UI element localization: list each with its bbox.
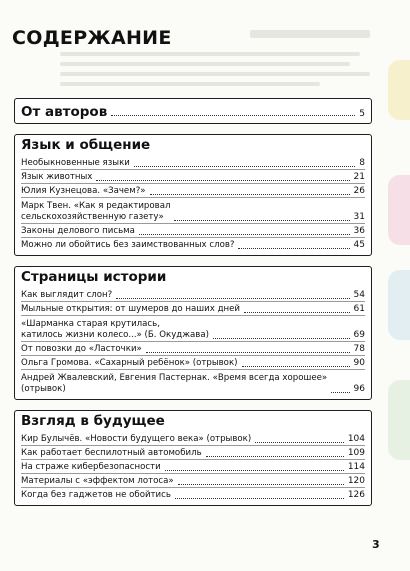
toc-entry[interactable] [15,432,371,445]
entry-page: 90 [353,358,365,368]
entry-page: 78 [353,344,365,354]
toc-entry[interactable] [15,356,371,369]
entry-title: Законы делового письма [21,226,135,236]
entry-title: Необыкновенные языки [21,158,130,168]
entry-title: Когда без гаджетов не обойтись [21,490,171,500]
toc-entry[interactable] [15,488,371,501]
entry-title: Как работает беспилотный автомобиль [21,448,202,458]
section-title: Взгляд в будущее [21,413,165,429]
leader-dots [146,352,350,353]
entry-page: 61 [353,304,365,314]
entry-title: Кир Булычёв. «Новости будущего века» (отрывок) [21,434,252,444]
entry-title: Как выглядит слон? [21,290,113,300]
toc-entry[interactable] [15,342,371,355]
color-stripe-blue [388,270,410,340]
leader-dots [150,194,350,195]
toc-entry[interactable] [15,238,371,251]
section-history [14,266,372,400]
leader-dots [242,366,350,367]
section-future [14,410,372,506]
intro-entry[interactable] [15,99,371,120]
entry-title: Марк Твен. «Как я редактировал сельскохозяйственную газету» [21,201,171,222]
leader-dots [206,456,344,457]
section-title: Язык и общение [21,137,151,153]
intro-page: 5 [359,109,365,119]
toc-entry[interactable] [15,474,371,487]
intro-box [14,98,372,124]
toc-entry[interactable] [15,370,371,395]
section-language [14,134,372,256]
leader-dots [139,234,350,235]
toc-entry[interactable] [15,302,371,315]
leader-dots [255,442,344,443]
entry-title: На страже кибербезопасности [21,462,161,472]
leader-dots [111,115,355,116]
entry-page: 45 [353,240,365,250]
page-title: СОДЕРЖАНИЕ [12,27,172,49]
leader-dots [238,248,349,249]
entry-title: Мыльные открытия: от шумеров до наших дней [21,304,241,314]
leader-dots [165,470,344,471]
entry-page: 104 [347,434,365,444]
leader-dots [96,180,349,181]
entry-page: 8 [359,158,365,168]
entry-title: Юлия Кузнецова. «Зачем?» [21,186,146,196]
leader-dots [331,392,349,393]
toc-entry[interactable] [15,460,371,473]
entry-title: Язык животных [21,172,93,182]
toc-entry[interactable] [15,288,371,301]
color-stripe-yellow [388,60,410,120]
toc-entry[interactable] [15,156,371,169]
page-number: 3 [372,538,380,551]
entry-page: 114 [347,462,365,472]
toc-entry[interactable] [15,184,371,197]
entry-page: 109 [347,448,365,458]
entry-title: Материалы с «эффектом лотоса» [21,476,174,486]
entry-page: 36 [353,226,365,236]
leader-dots [175,498,344,499]
entry-title: Андрей Жвалевский, Евгения Пастернак. «Время всегда хорошее» (отрывок) [21,373,328,394]
entry-title: От повозки до «Ласточки» [21,344,142,354]
entry-page: 26 [353,186,365,196]
entry-page: 54 [353,290,365,300]
entry-page: 126 [347,490,365,500]
entry-title: «Шарманка старая крутилась, катилось жизни колесо...» (Б. Окуджава) [21,319,209,340]
color-stripe-green [388,380,410,460]
section-title: Страницы истории [21,269,167,285]
toc-entry[interactable] [15,170,371,183]
color-stripe-pink [388,175,410,245]
toc-entry[interactable] [15,316,371,341]
toc-entry[interactable] [15,198,371,223]
leader-dots [134,166,355,167]
toc-entry[interactable] [15,224,371,237]
entry-page: 69 [353,330,365,340]
leader-dots [213,338,350,339]
leader-dots [244,312,350,313]
entry-page: 31 [353,212,365,222]
entry-title: Можно ли обойтись без заимствованных слов? [21,240,235,250]
table-of-contents [14,98,372,506]
leader-dots [174,220,349,221]
entry-page: 120 [347,476,365,486]
leader-dots [116,298,349,299]
leader-dots [178,484,344,485]
toc-entry[interactable] [15,446,371,459]
entry-page: 96 [353,384,365,394]
entry-title: Ольга Громова. «Сахарный ребёнок» (отрывок) [21,358,238,368]
intro-title: От авторов [21,104,108,120]
entry-page: 21 [353,172,365,182]
